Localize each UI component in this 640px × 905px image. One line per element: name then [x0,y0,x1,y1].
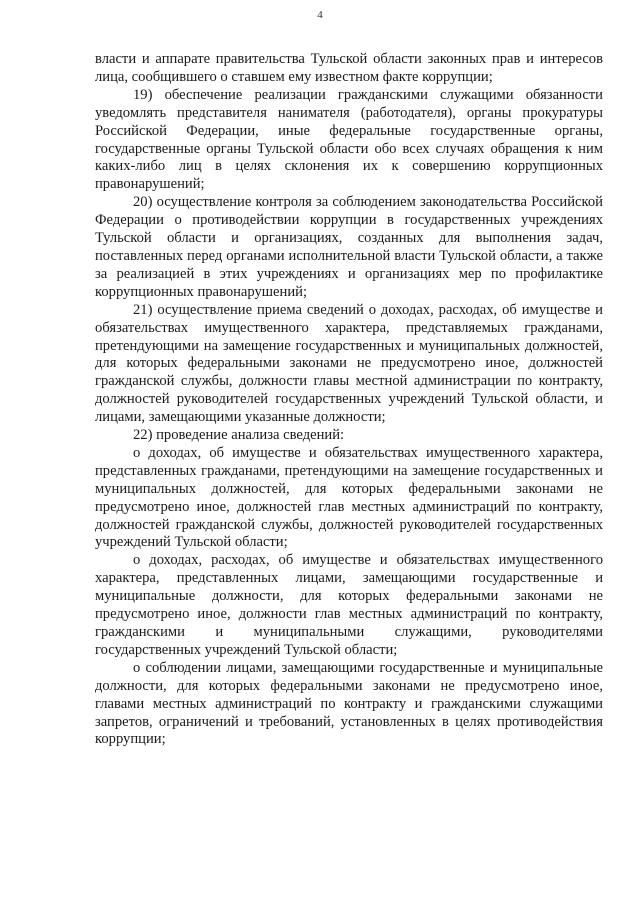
page-number: 4 [317,9,323,21]
paragraph-continuation: власти и аппарате правительства Тульской области законных прав и интересов лица, сообщившего о ставшем ему известном факте коррупции; [95,51,603,85]
paragraph-subitem-income-citizens: о доходах, об имуществе и обязательствах имущественного характера, представленных гражданами, претендующими на замещение государственных и муниципальных должностей, для которых федеральными законами не предусмотрено иное, должностей глав местных администраций по контракту, должностей гражданской службы, должностей руководителей государственных учреждений Тульской области; [95,444,603,551]
document-body [95,51,603,749]
paragraph-item-22: 22) проведение анализа сведений: [133,427,345,444]
paragraph-item-21: 21) осуществление приема сведений о доходах, расходах, об имуществе и обязательствах имущественного характера, представляемых гражданами, претендующими на замещение государственных и муниципальных должностей, для которых федеральными законами не предусмотрено иное, должностей гражданской службы, должности главы местной администрации по контракту, должностей руководителей государственных учреждений Тульской области, и лицами, замещающими указанные должности; [95,301,603,426]
paragraph-item-19: 19) обеспечение реализации гражданскими служащими обязанности уведомлять представителя нанимателя (работодателя), органы прокуратуры Российской Федерации, иные федеральные государственные органы, государственные органы Тульской области обо всех случаях обращения к ним каких-либо лиц в целях склонения их к совершению коррупционных правонарушений; [95,86,603,193]
paragraph-subitem-compliance: о соблюдении лицами, замещающими государственные и муниципальные должности, для которых федеральными законами не предусмотрено иное, главами местных администраций по контракту и гражданскими служащими запретов, ограничений и требований, установленных в целях противодействия коррупции; [95,659,603,748]
paragraph-subitem-income-officials: о доходах, расходах, об имуществе и обязательствах имущественного характера, представленных лицами, замещающими государственные и муниципальные должности, для которых федеральными законами не предусмотрено иное, должности глав местных администраций по контракту, гражданскими и муниципальными служащими, руководителями государственных учреждений Тульской области; [95,552,603,658]
paragraph-item-20: 20) осуществление контроля за соблюдением законодательства Российской Федерации о противодействии коррупции в государственных учреждениях Тульской области и организациях, созданных для выполнения задач, поставленных перед органами исполнительной власти Тульской области, а также за реализацией в этих учреждениях и организациях мер по профилактике коррупционных правонарушений; [95,194,603,300]
